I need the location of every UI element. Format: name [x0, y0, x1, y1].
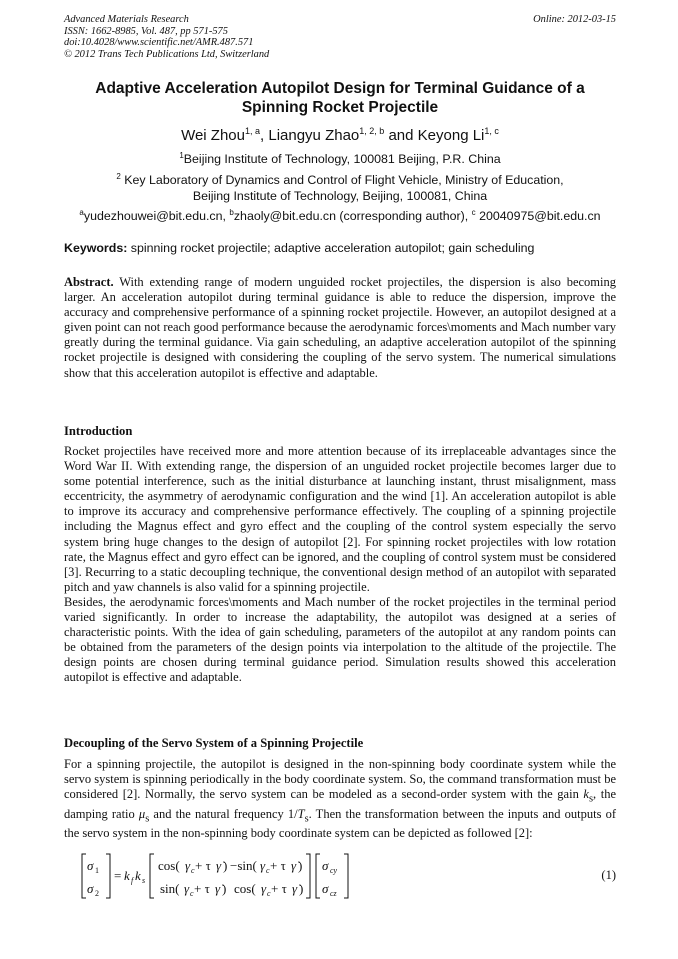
affiliation-text: Beijing Institute of Technology, Beijing, 100081, China: [192, 189, 488, 204]
copyright-line: © 2012 Trans Tech Publications Ltd, Switzerland: [64, 48, 270, 60]
eq-cos: cos(: [158, 858, 180, 873]
svg-text:): ): [222, 881, 227, 896]
eq-sub: 2: [95, 889, 99, 898]
svg-text:γ: γ: [260, 858, 266, 873]
affiliation-marker: 1: [179, 151, 184, 160]
title-line-2: Spinning Rocket Projectile: [241, 99, 439, 116]
intro-paragraph: Rocket projectiles have received more and more attention because of its irreplaceable advantages since the Word War II. With extending range, the dispersion of an unguided rocket projectile becomes larger due to some potential interference, such as the initial disturbance at launching instant, thrust misalignment, mass eccentricity, the asymmetry of aerodynamic configuration and the wind [1]. An acceleration autopilot is able to improve its accuracy and comprehensive performance effectively. The coupling of a spinning projectile including the Magnus effect and gyro effect and the coupling of the control system especially the servo system bring huge changes to the design of autopilot [2]. For spinning rocket projectiles with low rotation rate, the Magnus effect and gyro effect can be ignored, and the coupling of control system must be considered [3]. Recurring to a static decoupling technique, the conventional design method of an autopilot with separated pitch and yaw channels is also valid for a spinning projectile.: [64, 444, 616, 594]
email-marker: a: [79, 208, 84, 217]
author-superscript: 1, 2, b: [359, 126, 385, 136]
affiliation-marker: 2: [116, 172, 121, 181]
email-text: 20040975@bit.edu.cn: [475, 209, 601, 224]
eq-k: k: [135, 868, 141, 883]
svg-text:+ τ: + τ: [195, 858, 211, 873]
eq-sub: 1: [95, 866, 99, 875]
author-superscript: 1, a: [245, 126, 261, 136]
svg-text:+ τ: + τ: [270, 858, 286, 873]
keywords-text: spinning rocket projectile; adaptive acceleration autopilot; gain scheduling: [127, 241, 535, 255]
abstract-text: With extending range of modern unguided rocket projectiles, the dispersion is also becoming larger. An acceleration autopilot during terminal guidance is able to reduce the dispersion, improve the accuracy and comprehensive performance of a spinning rocket projectile. However, an autopilot designed at a given point can not reach good performance because the aerodynamic forces\moments and Mach number vary greatly during the terminal guidance. Via gain scheduling, an adaptive acceleration autopilot of the spinning rocket projectile is designed with considering the coupling of the servo system. The numerical simulations show that this acceleration autopilot is effective and adaptable.: [64, 275, 616, 380]
introduction-body: [64, 444, 616, 686]
svg-text:σ: σ: [322, 881, 329, 896]
author-separator: and: [384, 127, 418, 144]
svg-text:γ: γ: [184, 881, 190, 896]
email-text: yudezhouwei@bit.edu.cn,: [83, 209, 230, 224]
email-marker: c: [471, 208, 476, 217]
svg-text:γ̇: γ̇: [216, 858, 222, 873]
journal-header: [64, 14, 616, 60]
abstract-label: Abstract.: [64, 275, 114, 289]
intro-paragraph: Besides, the aerodynamic forces\moments and Mach number of the rocket projectiles in the terminal period varied significantly. In order to increase the adaptability, the autopilot was designed at a series of characteristic points. With the idea of gain scheduling, parameters of the autopilot at any random points can be obtained from the parameters of the design points via interpolation to the altitude of the projectile. The design points are chosen during terminal guidance period. Simulation results showed this acceleration autopilot is effective and adaptable.: [64, 594, 616, 685]
eq-equals: =: [114, 868, 122, 883]
svg-text:c: c: [267, 889, 271, 898]
author-name: Liangyu Zhao: [268, 127, 360, 144]
svg-text:γ: γ: [185, 858, 191, 873]
decoupling-body: For a spinning projectile, the autopilot is designed in the non-spinning body coordinate system while the servo system is spinning periodically in the body coordinate system. So, the command transformation must be considered [2]. Normally, the servo system can be modeled as a second-order system with the gain $k_s$, the damping ratio $\mu_s$ and the natural frequency $1/T_s$. Then the transformation between the inputs and outputs of the servo system in the non-spinning body coordinate system can be depicted as followed [2]:: [64, 757, 617, 841]
author-name: Keyong Li: [417, 127, 485, 144]
eq-sin: sin(: [160, 881, 180, 896]
svg-text:): ): [299, 881, 304, 896]
online-date: Online: 2012-03-15: [533, 14, 616, 25]
journal-name: Advanced Materials Research: [64, 14, 189, 25]
eq-neg-sin: −sin(: [230, 858, 257, 873]
keywords: [64, 240, 616, 256]
svg-text:): ): [298, 858, 303, 873]
svg-text:cy: cy: [330, 866, 338, 875]
affiliation-text: Beijing Institute of Technology, 100081 Beijing, P.R. China: [183, 152, 501, 167]
equation-1: [80, 851, 616, 901]
title-line-1: Adaptive Acceleration Autopilot Design for Terminal Guidance of a: [95, 80, 585, 97]
eq-sub: s: [142, 876, 146, 885]
author-list: [64, 122, 616, 145]
issn-line: ISSN: 1662-8985, Vol. 487, pp 571-575: [64, 25, 228, 37]
email-line: [64, 205, 616, 224]
eq-k: k: [124, 868, 130, 883]
affiliation-2: [64, 169, 616, 204]
equation-graphic: [80, 851, 500, 901]
svg-text:c: c: [191, 866, 195, 875]
affiliation-1: [64, 148, 616, 167]
paper-title: [64, 79, 616, 117]
svg-text:γ: γ: [261, 881, 267, 896]
affiliation-text: Key Laboratory of Dynamics and Control of Flight Vehicle, Ministry of Education,: [120, 173, 564, 188]
doi-line: doi:10.4028/www.scientific.net/AMR.487.571: [64, 37, 254, 49]
eq-sigma: σ: [87, 858, 94, 873]
svg-text:γ̇: γ̇: [215, 881, 221, 896]
author-separator: ,: [260, 127, 269, 144]
svg-text:c: c: [190, 889, 194, 898]
email-marker: b: [229, 208, 234, 217]
eq-cos: cos(: [234, 881, 256, 896]
eq-sub: f: [131, 876, 134, 885]
equation-number: (1): [601, 868, 616, 882]
abstract: [64, 275, 616, 381]
author-superscript: 1, c: [484, 126, 499, 136]
svg-text:γ̇: γ̇: [292, 881, 298, 896]
svg-text:+ τ: + τ: [271, 881, 287, 896]
svg-text:σ: σ: [322, 858, 329, 873]
svg-text:): ): [223, 858, 228, 873]
svg-text:+ τ: + τ: [194, 881, 210, 896]
eq-sigma: σ: [87, 881, 94, 896]
keywords-label: Keywords:: [64, 241, 128, 255]
author-name: Wei Zhou: [181, 127, 245, 144]
section-heading-introduction: Introduction: [64, 424, 133, 438]
svg-text:cz: cz: [330, 889, 337, 898]
section-heading-decoupling: Decoupling of the Servo System of a Spinning Projectile: [64, 736, 364, 750]
svg-text:c: c: [266, 866, 270, 875]
email-text: zhaoly@bit.edu.cn (corresponding author),: [233, 209, 472, 224]
svg-text:γ̇: γ̇: [291, 858, 297, 873]
